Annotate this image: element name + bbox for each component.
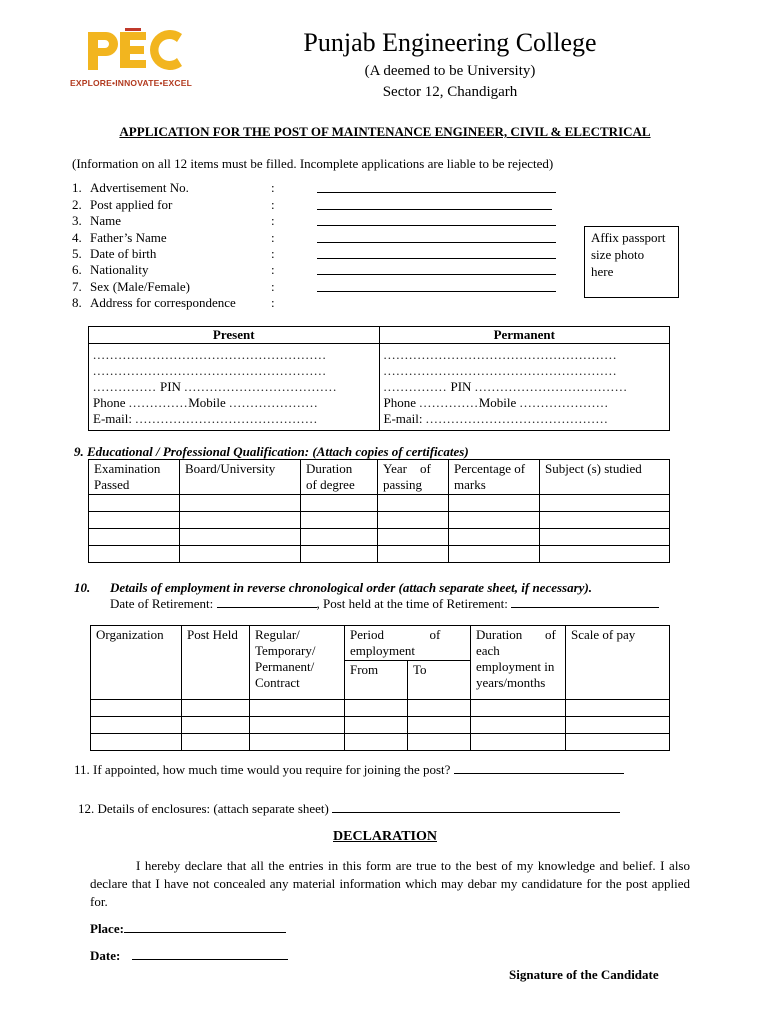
place-input[interactable] — [124, 932, 286, 933]
education-row[interactable] — [89, 512, 670, 529]
employment-num: 10. — [74, 580, 91, 595]
date-input[interactable] — [132, 959, 288, 960]
nationality-input[interactable] — [317, 274, 556, 275]
pec-logo-icon — [70, 28, 190, 72]
enclosures-input[interactable] — [332, 812, 620, 813]
date-line: Date: — [90, 948, 288, 964]
present-address-cell[interactable]: ....................................................... ....................................................... ............... PIN .................................... Phone ..............Mobile ..................... E-mail: ........................................... — [89, 344, 380, 431]
education-row[interactable] — [89, 529, 670, 546]
item-11: 11. If appointed, how much time would you require for joining the post? — [74, 762, 624, 778]
post-applied-input[interactable] — [317, 209, 552, 210]
date-of-birth-input[interactable] — [317, 258, 556, 259]
passport-photo-box[interactable]: Affix passport size photo here — [584, 226, 679, 298]
fathers-name-input[interactable] — [317, 242, 556, 243]
college-location: Sector 12, Chandigarh — [382, 84, 518, 100]
address-table — [88, 326, 670, 431]
info-note: (Information on all 12 items must be filled. Incomplete applications are liable to be rejected) — [72, 156, 554, 171]
college-subtitle: (A deemed to be University) — [364, 63, 536, 79]
retirement-date-input[interactable] — [217, 607, 317, 608]
college-name: Punjab Engineering College — [303, 28, 597, 57]
sex-input[interactable] — [317, 291, 556, 292]
present-header: Present — [89, 327, 380, 344]
employment-row[interactable] — [91, 734, 670, 751]
advertisement-no-input[interactable] — [317, 192, 556, 193]
post-heading: APPLICATION FOR THE POST OF MAINTENANCE ENGINEER, CIVIL & ELECTRICAL — [119, 124, 651, 139]
education-heading: 9. Educational / Professional Qualification: (Attach copies of certificates) — [74, 444, 469, 459]
name-input[interactable] — [317, 225, 556, 226]
place-line: Place: — [90, 921, 286, 937]
item-12: 12. Details of enclosures: (attach separate sheet) — [78, 801, 620, 817]
declaration-title: DECLARATION — [333, 829, 437, 844]
retirement-post-input[interactable] — [511, 607, 659, 608]
employment-row[interactable] — [91, 717, 670, 734]
logo-tagline: EXPLORE•INNOVATE•EXCEL — [70, 78, 192, 88]
retirement-line: Date of Retirement: , Post held at the time of Retirement: — [110, 596, 659, 612]
joining-time-input[interactable] — [454, 773, 624, 774]
college-logo — [70, 28, 200, 88]
employment-heading: Details of employment in reverse chronological order (attach separate sheet, if necessary). — [110, 580, 593, 595]
declaration-text: I hereby declare that all the entries in this form are true to the best of my knowledge and belief. I also declare that I have not concealed any material information which may debar my candidature for the post applied for. — [90, 858, 690, 909]
permanent-address-cell[interactable]: ....................................................... ....................................................... ............... PIN .................................... Phone ..............Mobile ..................... E-mail: ........................................... — [379, 344, 670, 431]
education-row[interactable] — [89, 495, 670, 512]
employment-table: Organization Post Held Regular/ Temporary/ Permanent/ Contract Period of employment Duration of each employment in years/months Scale of pay From To — [90, 625, 670, 751]
education-table: Examination Passed Board/University Duration of degree Year of passing Percentage of marks Subject (s) studied — [88, 459, 670, 563]
education-row[interactable] — [89, 546, 670, 563]
employment-row[interactable] — [91, 700, 670, 717]
permanent-header: Permanent — [379, 327, 670, 344]
signature-label: Signature of the Candidate — [509, 967, 659, 982]
